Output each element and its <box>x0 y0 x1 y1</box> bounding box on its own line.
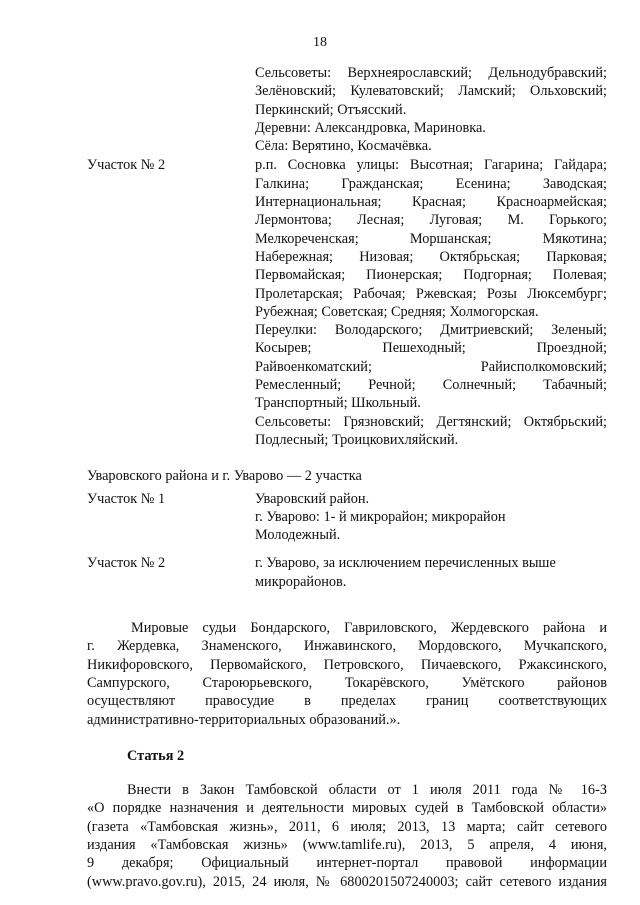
plot-2-text <box>255 156 607 449</box>
text-line: Рубежная; Советская; Средняя; Холмогорская. <box>255 303 539 320</box>
row-label-empty <box>87 64 255 155</box>
text-line: Сельсоветы: Верхнеярославский; Дельнодубравский; <box>255 65 607 81</box>
text-line: Галкина; Гражданская; Есенина; Заводская; <box>255 175 607 192</box>
article-paragraph <box>87 781 607 891</box>
text-line: Молодежный. <box>255 527 341 544</box>
page-number: 18 <box>313 35 327 50</box>
text-line: г. Уварово: 1- й микрорайон; микрорайон <box>255 508 506 525</box>
text-line: Лермонтова; Лесная; Луговая; М. Горького; <box>255 212 607 229</box>
text-line: Райвоенкоматский; Райисполкомовский; <box>255 358 607 375</box>
text-line: (www.pravo.gov.ru), 2015, 24 июля, № 6800201507240003; сайт сетевого издания <box>87 873 607 890</box>
text-line: издания «Тамбовская жизнь» (www.tamlife.ru), 2013, 5 апреля, 4 июня, <box>87 836 607 853</box>
plot-continuation-text <box>255 64 607 155</box>
text-line: Деревни: Александровка, Мариновка. <box>255 119 486 136</box>
text-line: Пролетарская; Рабочая; Ржевская; Розы Люксембург; <box>255 285 607 302</box>
text-line: Сельсоветы: Грязновский; Дегтянский; Октябрьский; <box>255 413 607 430</box>
article-title: Статья 2 <box>127 747 185 764</box>
text-line: 9 декабря; Официальный интернет-портал правовой информации <box>87 855 607 872</box>
text-line: Мелкореченская; Моршанская; Мякотина; <box>255 230 607 247</box>
text-line: Переулки: Володарского; Дмитриевский; Зеленый; <box>255 322 607 339</box>
text-line: Транспортный; Школьный. <box>255 395 421 412</box>
text-line: г. Жердевка, Знаменского, Инжавинского, Мордовского, Мучкапского, <box>87 638 607 655</box>
text-line: г. Уварово, за исключением перечисленных выше <box>255 555 556 572</box>
text-line: осуществляют правосудие в пределах границ соответствующих <box>87 693 607 710</box>
text-line: Внести в Закон Тамбовской области от 1 июля 2011 года № 16-З <box>127 782 607 799</box>
text-line: микрорайонов. <box>255 573 347 590</box>
document-body <box>87 64 607 891</box>
text-line: р.п. Сосновка улицы: Высотная; Гагарина; Гайдара; <box>255 157 607 174</box>
uvarovo-plot-1-text <box>255 490 607 545</box>
plot-label: Участок № 2 <box>87 157 166 174</box>
text-line: Перкинский; Отъясский. <box>255 101 407 118</box>
uvarovo-plot-1-row <box>87 490 607 545</box>
text-line: Набережная; Низовая; Октябрьская; Парковая; <box>255 248 607 265</box>
district-heading: Уваровского района и г. Уварово — 2 участка <box>87 468 362 485</box>
judges-paragraph <box>87 619 607 729</box>
text-line: Косырев; Пешеходный; Проездной; <box>255 340 607 357</box>
plot-continuation <box>87 64 607 155</box>
text-line: Ремесленный; Речной; Солнечный; Табачный; <box>255 377 607 394</box>
text-line: Никифоровского, Первомайского, Петровского, Пичаевского, Ржаксинского, <box>87 656 607 673</box>
text-line: Интернациональная; Красная; Красноармейская; <box>255 194 607 211</box>
text-line: административно-территориальных образований.». <box>87 711 401 728</box>
plot-2-row <box>87 156 607 449</box>
text-line: «О порядке назначения и деятельности мировых судей в Тамбовской области» <box>87 800 607 817</box>
text-line: Подлесный; Троицковихляйский. <box>255 431 459 448</box>
text-line: Первомайская; Пионерская; Подгорная; Полевая; <box>255 267 607 284</box>
text-line: (газета «Тамбовская жизнь», 2011, 6 июля; 2013, 13 марта; сайт сетевого <box>87 818 607 835</box>
text-line: Зелёновский; Кулеватовский; Ламский; Ольховский; <box>255 83 607 100</box>
text-line: Сампурского, Староюрьевского, Токарёвского, Умётского районов <box>87 674 607 691</box>
text-line: Сёла: Верятино, Космачёвка. <box>255 138 432 155</box>
plot-label: Участок № 1 <box>87 490 166 507</box>
uvarovo-plot-2-text <box>255 554 607 591</box>
text-line: Мировые судьи Бондарского, Гавриловского, Жердевского района и <box>131 620 607 637</box>
text-line: Уваровский район. <box>255 490 370 507</box>
plot-label: Участок № 2 <box>87 555 166 572</box>
uvarovo-plot-2-row <box>87 554 607 591</box>
